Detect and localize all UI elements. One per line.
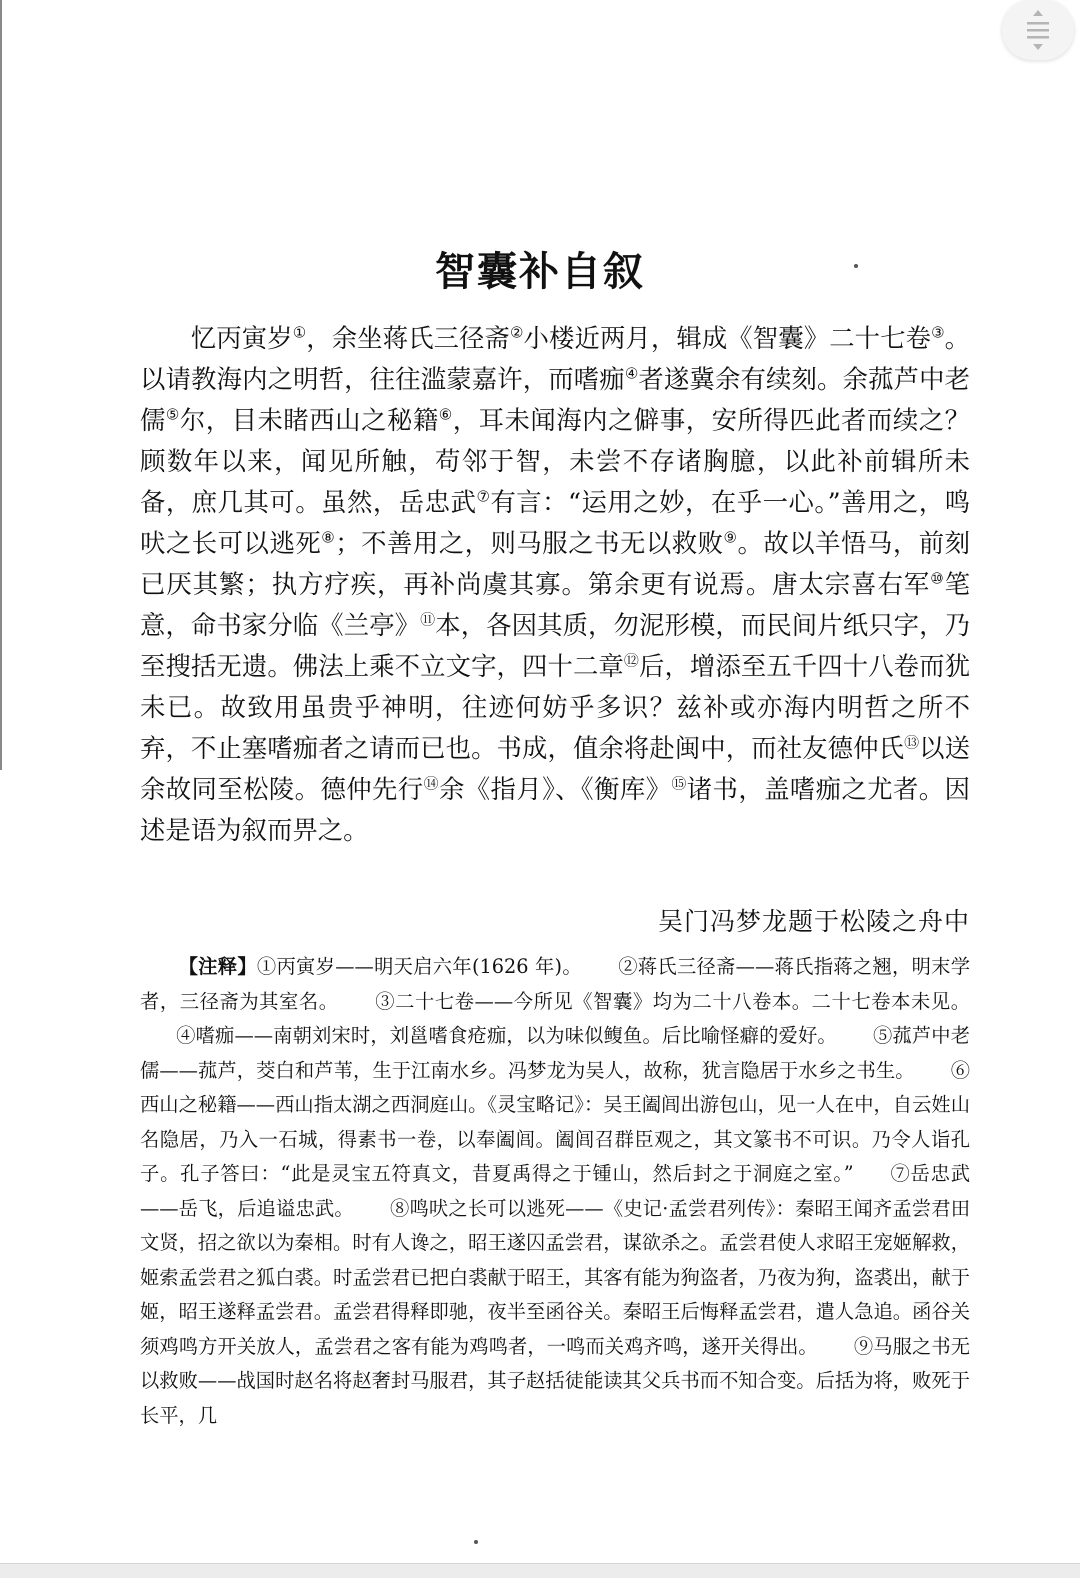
- note-item: ②蒋氏三径斋——蒋氏指蒋之翘，明末学者，三径斋为其室名。: [140, 955, 971, 1013]
- body-text-segment: 后，增添至五千四十八卷而犹未已。故致用虽贵乎神明，往迹何妨乎多识？兹补或亦海内明哲之所不弃，不止塞嗜痂者之请而已也。书成，值余将赴闽中，而社友德仲氏: [140, 651, 970, 763]
- viewer-bottom-bar: [0, 1563, 1080, 1578]
- body-text-segment: 尔，目未睹西山之秘籍: [179, 405, 439, 435]
- author-signature: 吴门冯梦龙题于松陵之舟中: [657, 907, 970, 936]
- annotations: [140, 950, 970, 1433]
- preface-body: [140, 318, 970, 851]
- footnote-ref: ⑬: [904, 733, 920, 752]
- body-text-segment: 小楼近两月，辑成《智囊》二十七卷: [523, 323, 932, 353]
- footnote-ref: ⑨: [723, 528, 738, 547]
- body-text-segment: ，耳未闻海内之僻事，安所得匹此者而续之？顾数年以来，闻见所触，苟邻于智，未尝不存诸胸臆，以此补前辑所未备，庶几其可。虽然，岳忠武: [140, 405, 971, 517]
- body-text-segment: ；不善用之，则马服之书无以救败: [335, 528, 724, 558]
- page-edge-divider: [0, 0, 2, 770]
- body-text-segment: 忆丙寅岁: [190, 323, 293, 353]
- footnote-ref: ⑤: [165, 405, 180, 424]
- note-item: ⑥西山之秘籍——西山指太湖之西洞庭山。《灵宝略记》：吴王阖闾出游包山，见一人在中，自云姓山名隐居，乃入一石城，得素书一卷，以奉阖闾。阖闾召群臣观之，其文篆书不可识。乃令人诣孔子。孔子答曰：“此是灵宝五符真文，昔夏禹得之于锺山，然后封之于洞庭之室。”: [140, 1058, 971, 1185]
- footnote-ref: ⑮: [671, 774, 687, 793]
- note-item: ⑦岳忠武——岳飞，后追谥忠武。: [140, 1162, 970, 1220]
- note-item: ⑤菰芦中老儒——菰芦，茭白和芦苇，生于江南水乡。冯梦龙为吴人，故称，犹言隐居于水乡之书生。: [140, 1024, 971, 1082]
- footnote-ref: ⑧: [321, 528, 336, 547]
- footnote-ref: ④: [624, 364, 639, 383]
- page-title: 智囊补自叙: [435, 248, 645, 295]
- footnote-ref: ⑭: [423, 774, 439, 793]
- footnote-ref: ⑦: [476, 487, 491, 506]
- body-text-segment: 者遂冀余有续刻。余菰芦中老儒: [140, 364, 971, 435]
- page-menu-button[interactable]: [1002, 0, 1074, 60]
- footnote-ref: ⑥: [438, 405, 453, 424]
- body-text-segment: 以送余故同至松陵。德仲先行: [140, 733, 970, 804]
- body-text-segment: 有言：“运用之妙，在乎一心。”善用之，鸣吠之长可以逃死: [140, 487, 970, 558]
- note-item: ①丙寅岁——明天启六年(1626 年)。: [256, 955, 582, 978]
- body-text-segment: ，余坐蒋氏三径斋: [306, 323, 510, 353]
- footnote-ref: ③: [931, 323, 945, 342]
- notes-label: 【注释】: [178, 955, 257, 978]
- note-item: ⑨马服之书无以救败——战国时赵名将赵奢封马服君，其子赵括徒能读其父兵书而不知合变。后括为将，败死于长平，几: [140, 1334, 971, 1427]
- body-text-segment: 诸书，盖嗜痂之尤者。因述是语为叙而畀之。: [140, 774, 970, 845]
- body-text-segment: 。以请教海内之明哲，往往滥蒙嘉许，而嗜痂: [140, 323, 971, 394]
- footnote-ref: ⑪: [420, 610, 436, 629]
- scan-speck: [474, 1540, 478, 1544]
- footnote-ref: ①: [292, 323, 307, 342]
- footnote-ref: ⑫: [623, 651, 639, 670]
- footnote-ref: ⑩: [930, 569, 945, 588]
- note-item: ③二十七卷——今所见《智囊》均为二十八卷本。二十七卷本未见。: [374, 989, 971, 1013]
- menu-lines-icon: [1023, 8, 1053, 52]
- body-text-segment: 本，各因其质，勿泥形模，而民间片纸只字，乃至搜括无遗。佛法上乘不立文字，四十二章: [140, 610, 970, 681]
- body-text-segment: 。故以羊悟马，前刻已厌其繁；执方疗疾，再补尚虞其寡。第余更有说焉。唐太宗喜右军: [140, 528, 971, 599]
- body-text-segment: 笔意，命书家分临《兰亭》: [140, 569, 971, 640]
- footnote-ref: ②: [510, 323, 524, 342]
- note-item: ④嗜痂——南朝刘宋时，刘邕嗜食疮痂，以为味似鳆鱼。后比喻怪癖的爱好。: [176, 1024, 837, 1047]
- body-text-segment: 余《指月》、《衡库》: [438, 774, 672, 804]
- note-item: ⑧鸣吠之长可以逃死——《史记·孟尝君列传》：秦昭王闻齐孟尝君田文贤，招之欲以为秦相。时有人谗之，昭王遂囚孟尝君，谋欲杀之。孟尝君使人求昭王宠姬解救，姬索孟尝君之狐白裘。时孟尝君已把白裘献于昭王，其客有能为狗盗者，乃夜为狗，盗裘出，献于姬，昭王遂释孟尝君。孟尝君得释即驰，夜半至函谷关。秦昭王后悔释孟尝君，遣人急追。函谷关须鸡鸣方开关放人，孟尝君之客有能为鸡鸣者，一鸣而关鸡齐鸣，遂开关得出。: [140, 1196, 971, 1358]
